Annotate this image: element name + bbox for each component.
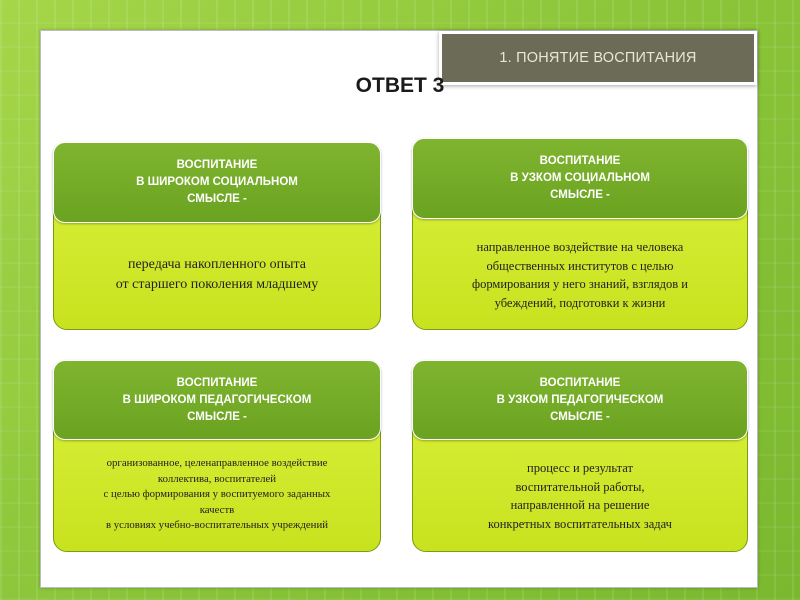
card-narrow-pedagogical [412, 360, 748, 552]
card-broad-social-header [53, 142, 381, 223]
card-broad-social [53, 142, 381, 330]
card-narrow-pedagogical-heading: ВОСПИТАНИЕ В УЗКОМ ПЕДАГОГИЧЕСКОМ СМЫСЛЕ - [496, 376, 664, 423]
card-broad-pedagogical [53, 360, 381, 552]
card-broad-pedagogical-heading: ВОСПИТАНИЕ В ШИРОКОМ ПЕДАГОГИЧЕСКОМ СМЫСЛЕ - [122, 376, 312, 423]
card-narrow-pedagogical-text: процесс и результат воспитательной работы, направленной на решение конкретных воспитательных задач [488, 461, 672, 531]
card-narrow-pedagogical-header [412, 360, 748, 440]
slide-title: 1. ПОНЯТИЕ ВОСПИТАНИЯ [499, 50, 697, 66]
card-narrow-social-heading: ВОСПИТАНИЕ В УЗКОМ СОЦИАЛЬНОМ СМЫСЛЕ - [510, 155, 650, 201]
card-broad-social-heading: ВОСПИТАНИЕ В ШИРОКОМ СОЦИАЛЬНОМ СМЫСЛЕ - [136, 159, 298, 205]
card-narrow-social-header [412, 138, 748, 219]
card-broad-social-text: передача накопленного опыта от старшего поколения младшему [115, 257, 319, 292]
card-broad-pedagogical-header [53, 360, 381, 440]
card-broad-pedagogical-text: организованное, целенаправленное воздействие коллектива, воспитателей с целью формирования у воспитуемого заданных качеств в условиях учебно-воспитательных учреждений [103, 457, 331, 532]
answer-heading: ОТВЕТ 3 [355, 74, 445, 97]
card-narrow-social [412, 138, 748, 330]
card-narrow-social-text: направленное воздействие на человека общественных институтов с целью формирования у него знаний, взглядов и убеждений, подготовки к жизни [472, 240, 688, 310]
